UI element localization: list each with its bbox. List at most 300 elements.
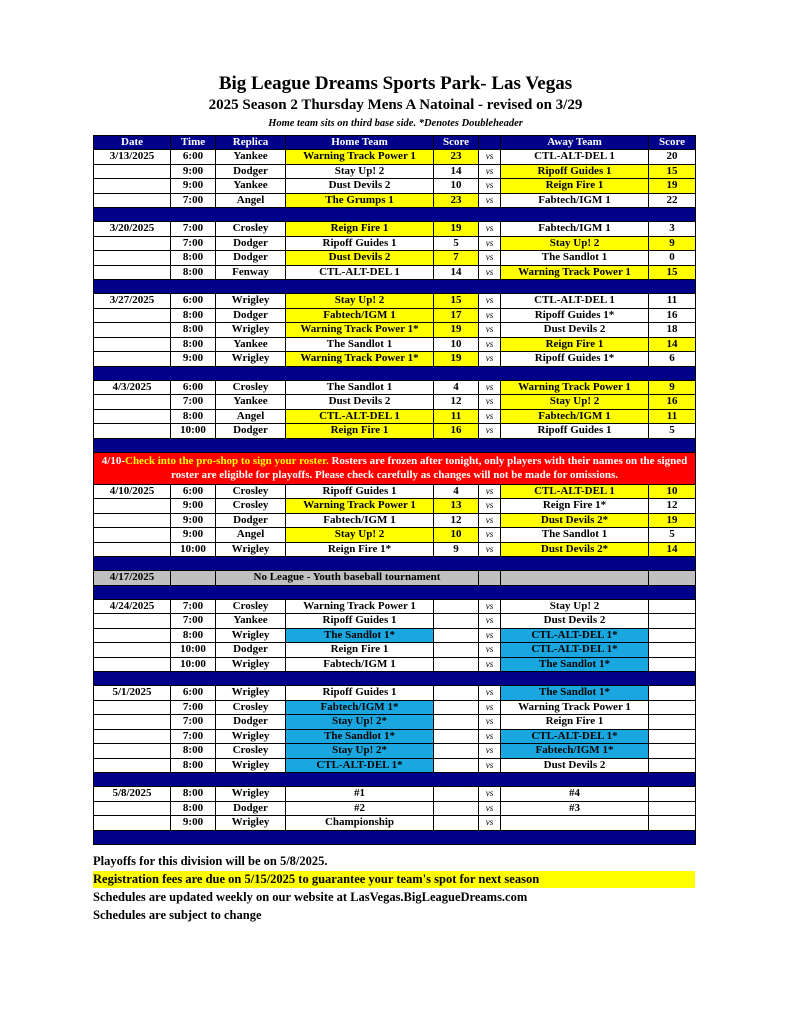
header-note: Home team sits on third base side. *Denotes Doubleheader — [268, 118, 523, 129]
separator-cell — [94, 438, 696, 452]
game-row — [94, 424, 696, 439]
column-header-home-team: Home Team — [286, 136, 434, 150]
date-cell — [94, 308, 171, 323]
away-score-cell: 19 — [649, 179, 696, 194]
date-cell — [94, 657, 171, 672]
home-score-cell — [434, 643, 479, 658]
field-cell: Dodger — [216, 251, 286, 266]
date-cell — [94, 528, 171, 543]
away-team-cell: #4 — [501, 787, 649, 802]
away-team-cell: Reign Fire 1* — [501, 499, 649, 514]
column-header-time: Time — [171, 136, 216, 150]
away-score-cell — [649, 758, 696, 773]
table-header-row — [94, 136, 696, 150]
separator-cell — [94, 773, 696, 787]
separator-cell — [94, 557, 696, 571]
home-score-cell: 16 — [434, 424, 479, 439]
away-score-cell: 19 — [649, 513, 696, 528]
vs-cell: vs — [479, 787, 501, 802]
away-team-cell: Reign Fire 1 — [501, 715, 649, 730]
notice-highlight: Check into the pro-shop to sign your roster. — [125, 454, 329, 467]
vs-cell: vs — [479, 424, 501, 439]
away-team-cell: Dust Devils 2* — [501, 542, 649, 557]
home-team-cell: Ripoff Guides 1 — [286, 236, 434, 251]
game-row — [94, 193, 696, 208]
vs-cell: vs — [479, 222, 501, 237]
separator-row — [94, 208, 696, 222]
away-score-cell: 9 — [649, 236, 696, 251]
home-team-cell: Warning Track Power 1* — [286, 352, 434, 367]
field-cell: Dodger — [216, 513, 286, 528]
home-score-cell: 17 — [434, 308, 479, 323]
field-cell: Dodger — [216, 643, 286, 658]
time-cell: 6:00 — [171, 294, 216, 309]
game-row — [94, 686, 696, 701]
home-team-cell: Warning Track Power 1 — [286, 599, 434, 614]
vs-cell: vs — [479, 614, 501, 629]
home-score-cell: 12 — [434, 395, 479, 410]
column-header-away-score: Score — [649, 136, 696, 150]
time-cell: 9:00 — [171, 179, 216, 194]
home-score-cell — [434, 729, 479, 744]
date-cell — [94, 251, 171, 266]
away-score-cell: 12 — [649, 499, 696, 514]
game-row — [94, 729, 696, 744]
away-score-cell: 3 — [649, 222, 696, 237]
field-cell: Yankee — [216, 150, 286, 165]
page-title: Big League Dreams Sports Park- Las Vegas — [218, 73, 573, 94]
vs-cell: vs — [479, 409, 501, 424]
time-cell: 8:00 — [171, 251, 216, 266]
away-score-cell: 14 — [649, 337, 696, 352]
home-score-cell: 9 — [434, 542, 479, 557]
home-team-cell: Reign Fire 1 — [286, 643, 434, 658]
home-score-cell: 12 — [434, 513, 479, 528]
vs-cell: vs — [479, 643, 501, 658]
home-score-cell: 10 — [434, 528, 479, 543]
vs-cell: vs — [479, 380, 501, 395]
vs-cell: vs — [479, 236, 501, 251]
field-cell: Wrigley — [216, 294, 286, 309]
away-score-cell — [649, 715, 696, 730]
separator-row — [94, 830, 696, 844]
field-cell: Angel — [216, 409, 286, 424]
vs-cell: vs — [479, 308, 501, 323]
time-cell: 9:00 — [171, 164, 216, 179]
field-cell: Wrigley — [216, 816, 286, 831]
field-cell: Wrigley — [216, 542, 286, 557]
game-row — [94, 528, 696, 543]
time-cell: 8:00 — [171, 787, 216, 802]
game-row — [94, 222, 696, 237]
time-cell: 6:00 — [171, 484, 216, 499]
no-league-row — [94, 571, 696, 586]
date-cell: 3/27/2025 — [94, 294, 171, 309]
home-team-cell: CTL-ALT-DEL 1 — [286, 265, 434, 280]
game-row — [94, 352, 696, 367]
time-cell: 7:00 — [171, 729, 216, 744]
game-row — [94, 542, 696, 557]
date-cell — [94, 409, 171, 424]
field-cell: Wrigley — [216, 686, 286, 701]
game-row — [94, 744, 696, 759]
away-team-cell: CTL-ALT-DEL 1* — [501, 643, 649, 658]
away-score-cell — [649, 801, 696, 816]
home-team-cell: CTL-ALT-DEL 1 — [286, 409, 434, 424]
vs-cell: vs — [479, 599, 501, 614]
away-score-cell: 16 — [649, 308, 696, 323]
home-score-cell — [434, 686, 479, 701]
separator-row — [94, 585, 696, 599]
empty-cell — [501, 571, 649, 586]
away-score-cell — [649, 787, 696, 802]
date-cell: 5/8/2025 — [94, 787, 171, 802]
away-score-cell: 0 — [649, 251, 696, 266]
time-cell: 8:00 — [171, 409, 216, 424]
field-cell: Crosley — [216, 222, 286, 237]
game-row — [94, 614, 696, 629]
away-team-cell: The Sandlot 1 — [501, 251, 649, 266]
separator-row — [94, 557, 696, 571]
date-cell — [94, 424, 171, 439]
home-team-cell: Ripoff Guides 1 — [286, 484, 434, 499]
separator-cell — [94, 208, 696, 222]
time-cell: 10:00 — [171, 643, 216, 658]
away-team-cell: The Sandlot 1* — [501, 657, 649, 672]
date-cell — [94, 164, 171, 179]
roster-notice-row — [94, 452, 696, 484]
column-header-replica: Replica — [216, 136, 286, 150]
away-score-cell: 14 — [649, 542, 696, 557]
home-team-cell: Dust Devils 2 — [286, 251, 434, 266]
separator-row — [94, 366, 696, 380]
home-score-cell: 23 — [434, 150, 479, 165]
date-cell — [94, 643, 171, 658]
away-team-cell: Stay Up! 2 — [501, 395, 649, 410]
away-team-cell: Ripoff Guides 1* — [501, 352, 649, 367]
date-cell — [94, 744, 171, 759]
away-score-cell: 22 — [649, 193, 696, 208]
field-cell: Yankee — [216, 337, 286, 352]
website-note: Schedules are updated weekly on our website at LasVegas.BigLeagueDreams.com — [93, 890, 528, 904]
column-header-vs — [479, 136, 501, 150]
home-team-cell: Fabtech/IGM 1 — [286, 513, 434, 528]
home-team-cell: Reign Fire 1 — [286, 222, 434, 237]
home-team-cell: Dust Devils 2 — [286, 395, 434, 410]
time-cell: 7:00 — [171, 715, 216, 730]
away-score-cell — [649, 816, 696, 831]
date-cell — [94, 337, 171, 352]
home-score-cell: 7 — [434, 251, 479, 266]
vs-cell: vs — [479, 395, 501, 410]
home-score-cell — [434, 744, 479, 759]
time-cell: 8:00 — [171, 265, 216, 280]
notice-date: 4/10- — [101, 454, 125, 467]
away-team-cell: Dust Devils 2* — [501, 513, 649, 528]
date-cell — [94, 816, 171, 831]
time-cell: 7:00 — [171, 193, 216, 208]
vs-cell: vs — [479, 164, 501, 179]
home-team-cell: The Sandlot 1 — [286, 337, 434, 352]
field-cell: Dodger — [216, 715, 286, 730]
time-cell: 9:00 — [171, 352, 216, 367]
notice-text: Rosters are frozen after tonight, only players with their names on the signed roster are eligible for playoffs. Please check carefully as changes will not be made for omissions. — [171, 454, 688, 481]
away-team-cell: Fabtech/IGM 1 — [501, 409, 649, 424]
away-score-cell: 11 — [649, 294, 696, 309]
home-score-cell: 14 — [434, 164, 479, 179]
home-team-cell: The Grumps 1 — [286, 193, 434, 208]
field-cell: Yankee — [216, 395, 286, 410]
date-cell — [94, 715, 171, 730]
time-cell: 10:00 — [171, 542, 216, 557]
time-cell: 7:00 — [171, 236, 216, 251]
time-cell: 8:00 — [171, 758, 216, 773]
field-cell: Wrigley — [216, 758, 286, 773]
vs-cell: vs — [479, 542, 501, 557]
home-team-cell: Dust Devils 2 — [286, 179, 434, 194]
home-team-cell: Warning Track Power 1 — [286, 499, 434, 514]
date-cell — [94, 395, 171, 410]
home-score-cell — [434, 614, 479, 629]
date-cell — [94, 352, 171, 367]
away-score-cell — [649, 599, 696, 614]
game-row — [94, 265, 696, 280]
home-score-cell: 10 — [434, 179, 479, 194]
vs-cell: vs — [479, 323, 501, 338]
away-score-cell — [649, 657, 696, 672]
date-cell: 5/1/2025 — [94, 686, 171, 701]
away-score-cell: 18 — [649, 323, 696, 338]
home-team-cell: The Sandlot 1* — [286, 729, 434, 744]
away-score-cell — [649, 744, 696, 759]
time-cell: 9:00 — [171, 816, 216, 831]
vs-cell: vs — [479, 657, 501, 672]
away-team-cell: Fabtech/IGM 1 — [501, 193, 649, 208]
home-team-cell: Stay Up! 2* — [286, 744, 434, 759]
game-row — [94, 700, 696, 715]
date-cell — [94, 729, 171, 744]
away-score-cell — [649, 643, 696, 658]
away-score-cell: 16 — [649, 395, 696, 410]
home-team-cell: Stay Up! 2 — [286, 294, 434, 309]
home-score-cell — [434, 816, 479, 831]
time-cell: 8:00 — [171, 337, 216, 352]
date-cell — [94, 236, 171, 251]
away-score-cell: 5 — [649, 528, 696, 543]
game-row — [94, 236, 696, 251]
field-cell: Dodger — [216, 164, 286, 179]
away-team-cell: Stay Up! 2 — [501, 236, 649, 251]
home-team-cell: Ripoff Guides 1 — [286, 686, 434, 701]
home-team-cell: Reign Fire 1 — [286, 424, 434, 439]
game-row — [94, 150, 696, 165]
date-cell — [94, 193, 171, 208]
away-team-cell: Fabtech/IGM 1* — [501, 744, 649, 759]
vs-cell: vs — [479, 816, 501, 831]
date-cell — [94, 513, 171, 528]
vs-cell: vs — [479, 715, 501, 730]
time-cell: 6:00 — [171, 380, 216, 395]
column-header-away-team: Away Team — [501, 136, 649, 150]
vs-cell: vs — [479, 513, 501, 528]
home-score-cell: 11 — [434, 409, 479, 424]
time-cell: 10:00 — [171, 424, 216, 439]
home-score-cell: 19 — [434, 323, 479, 338]
home-score-cell — [434, 715, 479, 730]
home-score-cell: 13 — [434, 499, 479, 514]
date-cell — [94, 628, 171, 643]
field-cell: Dodger — [216, 801, 286, 816]
away-team-cell: Reign Fire 1 — [501, 337, 649, 352]
time-cell: 8:00 — [171, 308, 216, 323]
date-cell — [94, 801, 171, 816]
game-row — [94, 758, 696, 773]
home-team-cell: Stay Up! 2 — [286, 164, 434, 179]
field-cell: Angel — [216, 528, 286, 543]
game-row — [94, 513, 696, 528]
vs-cell: vs — [479, 294, 501, 309]
schedule-change-note: Schedules are subject to change — [93, 908, 262, 922]
field-cell: Wrigley — [216, 352, 286, 367]
game-row — [94, 380, 696, 395]
date-cell — [94, 323, 171, 338]
field-cell: Crosley — [216, 499, 286, 514]
game-row — [94, 801, 696, 816]
field-cell: Crosley — [216, 700, 286, 715]
away-team-cell: CTL-ALT-DEL 1 — [501, 484, 649, 499]
away-team-cell: Ripoff Guides 1* — [501, 308, 649, 323]
date-cell — [94, 265, 171, 280]
home-team-cell: Fabtech/IGM 1 — [286, 308, 434, 323]
game-row — [94, 816, 696, 831]
date-cell — [94, 542, 171, 557]
game-row — [94, 251, 696, 266]
home-score-cell: 10 — [434, 337, 479, 352]
time-cell: 7:00 — [171, 599, 216, 614]
time-cell: 6:00 — [171, 686, 216, 701]
game-row — [94, 179, 696, 194]
vs-cell: vs — [479, 801, 501, 816]
schedule-body — [94, 150, 696, 845]
time-cell: 8:00 — [171, 323, 216, 338]
vs-cell: vs — [479, 744, 501, 759]
home-score-cell: 15 — [434, 294, 479, 309]
vs-cell: vs — [479, 352, 501, 367]
home-team-cell: The Sandlot 1 — [286, 380, 434, 395]
separator-cell — [94, 366, 696, 380]
field-cell: Dodger — [216, 236, 286, 251]
vs-cell: vs — [479, 686, 501, 701]
home-team-cell: Ripoff Guides 1 — [286, 614, 434, 629]
home-score-cell: 19 — [434, 352, 479, 367]
time-cell: 7:00 — [171, 222, 216, 237]
home-team-cell: Reign Fire 1* — [286, 542, 434, 557]
vs-cell: vs — [479, 193, 501, 208]
away-score-cell: 11 — [649, 409, 696, 424]
home-team-cell: #1 — [286, 787, 434, 802]
date-cell: 3/20/2025 — [94, 222, 171, 237]
empty-cell — [171, 571, 216, 586]
field-cell: Wrigley — [216, 787, 286, 802]
away-score-cell: 6 — [649, 352, 696, 367]
home-team-cell: Fabtech/IGM 1* — [286, 700, 434, 715]
home-score-cell — [434, 758, 479, 773]
home-score-cell: 14 — [434, 265, 479, 280]
away-score-cell — [649, 686, 696, 701]
away-team-cell: CTL-ALT-DEL 1 — [501, 150, 649, 165]
date-cell: 4/17/2025 — [94, 571, 171, 586]
time-cell: 6:00 — [171, 150, 216, 165]
away-team-cell: Warning Track Power 1 — [501, 700, 649, 715]
away-team-cell: Stay Up! 2 — [501, 599, 649, 614]
home-score-cell: 23 — [434, 193, 479, 208]
date-cell: 4/10/2025 — [94, 484, 171, 499]
vs-cell: vs — [479, 758, 501, 773]
away-team-cell: The Sandlot 1 — [501, 528, 649, 543]
game-row — [94, 715, 696, 730]
home-score-cell: 4 — [434, 484, 479, 499]
field-cell: Dodger — [216, 424, 286, 439]
game-row — [94, 643, 696, 658]
away-score-cell: 15 — [649, 164, 696, 179]
home-score-cell: 4 — [434, 380, 479, 395]
date-cell — [94, 614, 171, 629]
schedule-table — [93, 135, 696, 845]
vs-cell: vs — [479, 265, 501, 280]
vs-cell: vs — [479, 528, 501, 543]
away-team-cell: Dust Devils 2 — [501, 323, 649, 338]
away-team-cell: Ripoff Guides 1 — [501, 424, 649, 439]
separator-cell — [94, 672, 696, 686]
game-row — [94, 484, 696, 499]
field-cell: Yankee — [216, 614, 286, 629]
home-score-cell — [434, 599, 479, 614]
field-cell: Wrigley — [216, 323, 286, 338]
home-score-cell — [434, 657, 479, 672]
column-header-home-score: Score — [434, 136, 479, 150]
field-cell: Fenway — [216, 265, 286, 280]
separator-row — [94, 438, 696, 452]
home-team-cell: #2 — [286, 801, 434, 816]
away-score-cell: 10 — [649, 484, 696, 499]
vs-cell: vs — [479, 251, 501, 266]
time-cell: 7:00 — [171, 395, 216, 410]
away-team-cell: CTL-ALT-DEL 1 — [501, 294, 649, 309]
away-score-cell: 15 — [649, 265, 696, 280]
game-row — [94, 395, 696, 410]
time-cell: 9:00 — [171, 499, 216, 514]
away-score-cell: 9 — [649, 380, 696, 395]
vs-cell: vs — [479, 499, 501, 514]
separator-row — [94, 672, 696, 686]
away-team-cell: CTL-ALT-DEL 1* — [501, 628, 649, 643]
no-league-text: No League - Youth baseball tournament — [216, 571, 479, 586]
away-team-cell: Dust Devils 2 — [501, 614, 649, 629]
separator-cell — [94, 280, 696, 294]
home-score-cell — [434, 801, 479, 816]
home-score-cell — [434, 787, 479, 802]
date-cell: 4/24/2025 — [94, 599, 171, 614]
away-team-cell: Fabtech/IGM 1 — [501, 222, 649, 237]
home-team-cell: The Sandlot 1* — [286, 628, 434, 643]
column-header-date: Date — [94, 136, 171, 150]
home-score-cell: 5 — [434, 236, 479, 251]
vs-cell: vs — [479, 700, 501, 715]
date-cell — [94, 700, 171, 715]
separator-cell — [94, 830, 696, 844]
separator-row — [94, 773, 696, 787]
away-team-cell: #3 — [501, 801, 649, 816]
